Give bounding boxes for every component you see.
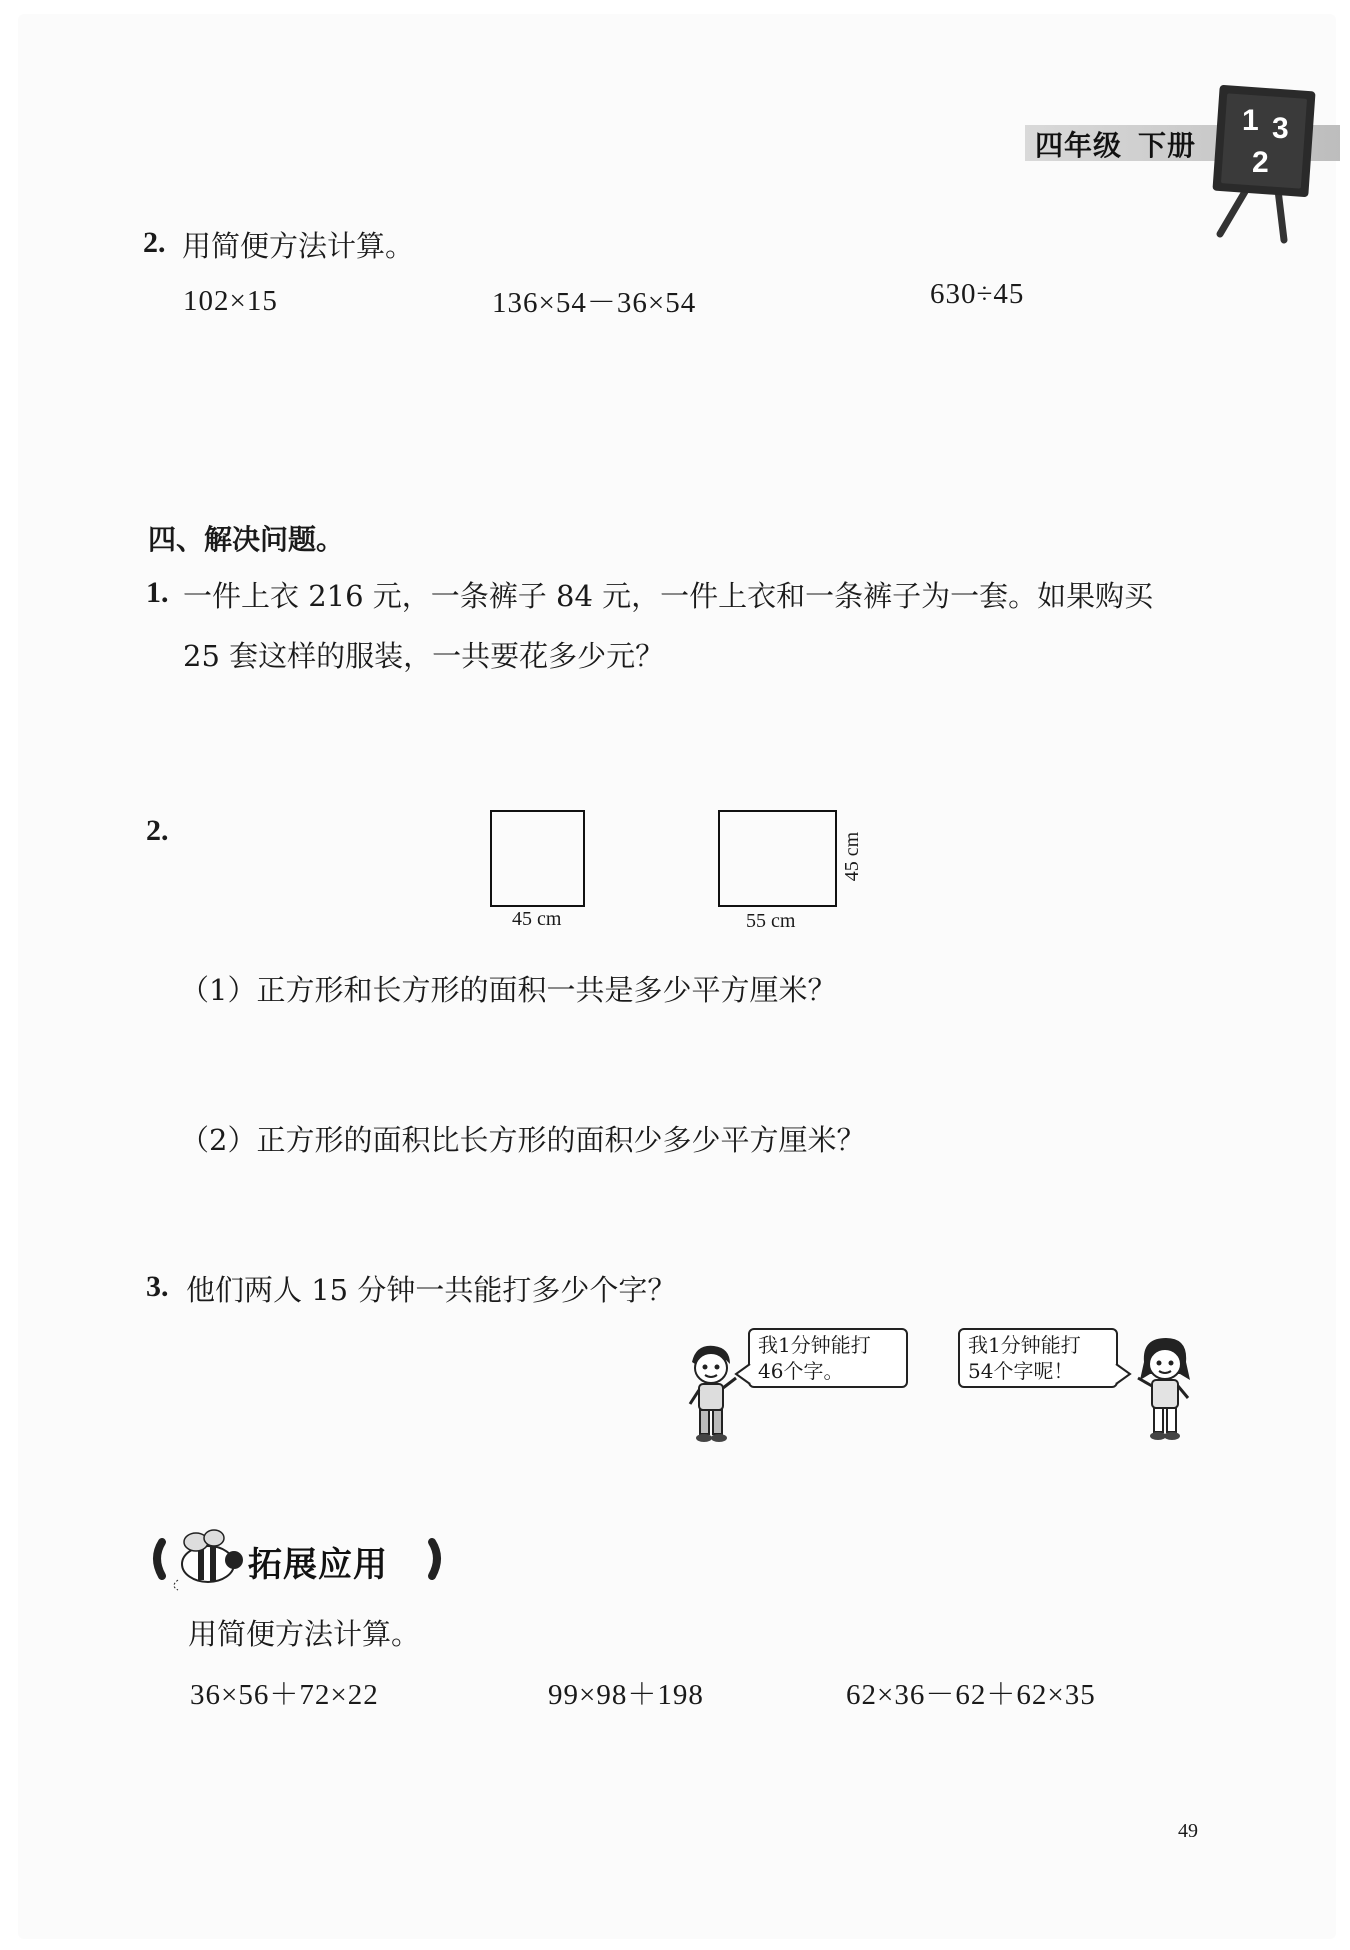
p3-text: 他们两人 15 分钟一共能打多少个字？ xyxy=(186,1273,677,1307)
boy-speech-bubble xyxy=(748,1328,908,1388)
p1-line1: 一件上衣 216 元，一条裤子 84 元，一件上衣和一条裤子为一套。如果购买 xyxy=(183,579,1154,613)
bee-icon xyxy=(174,1530,243,1590)
girl-speech-line2: 54个字呢！ xyxy=(968,1359,1074,1383)
volume-label: 下册 xyxy=(1138,129,1197,162)
blackboard-digit-2: 3 xyxy=(1272,112,1289,145)
extension-expression-1: 36×56＋72×22 xyxy=(190,1679,379,1711)
q2-number: 2. xyxy=(143,226,166,259)
blackboard-icon xyxy=(1208,82,1320,244)
square-side-label: 45 cm xyxy=(512,908,562,930)
header-label xyxy=(1035,124,1196,164)
p2-sub2: （2）正方形的面积比长方形的面积少多少平方厘米？ xyxy=(180,1123,866,1157)
p2-sub1: （1）正方形和长方形的面积一共是多少平方厘米？ xyxy=(180,973,837,1007)
boy-speech-line2: 46个字。 xyxy=(758,1359,844,1383)
girl-speech-line1: 我1分钟能打 xyxy=(968,1333,1081,1357)
boy-speech-line1: 我1分钟能打 xyxy=(758,1333,871,1357)
girl-illustration xyxy=(1130,1334,1200,1446)
extension-title: 拓展应用 xyxy=(248,1545,388,1585)
grade-label: 四年级 xyxy=(1035,129,1123,162)
page-number: 49 xyxy=(1178,1820,1198,1842)
extension-expression-2: 99×98＋198 xyxy=(548,1679,704,1711)
section4-title: 四、解决问题。 xyxy=(148,523,345,556)
p2-number: 2. xyxy=(146,814,169,847)
blackboard-digit-3: 2 xyxy=(1252,146,1269,179)
extension-expression-3: 62×36－62＋62×35 xyxy=(846,1679,1096,1711)
girl-speech-bubble xyxy=(958,1328,1118,1388)
q2-prompt: 用简便方法计算。 xyxy=(182,229,415,263)
square-figure xyxy=(490,810,585,907)
rectangle-width-label: 55 cm xyxy=(746,910,796,932)
p3-number: 3. xyxy=(146,1270,169,1303)
p1-line2: 25 套这样的服装，一共要花多少元？ xyxy=(183,639,665,673)
q2-expression-2: 136×54－36×54 xyxy=(492,287,697,319)
blackboard-digit-1: 1 xyxy=(1242,104,1259,137)
boy-bubble-tail xyxy=(734,1362,752,1386)
extension-prompt: 用简便方法计算。 xyxy=(188,1617,421,1651)
q2-expression-1: 102×15 xyxy=(183,285,278,317)
rectangle-height-label: 45 cm xyxy=(841,831,864,882)
boy-illustration xyxy=(682,1342,742,1446)
rectangle-figure xyxy=(718,810,837,907)
p1-number: 1. xyxy=(146,576,169,609)
q2-expression-3: 630÷45 xyxy=(930,278,1025,310)
